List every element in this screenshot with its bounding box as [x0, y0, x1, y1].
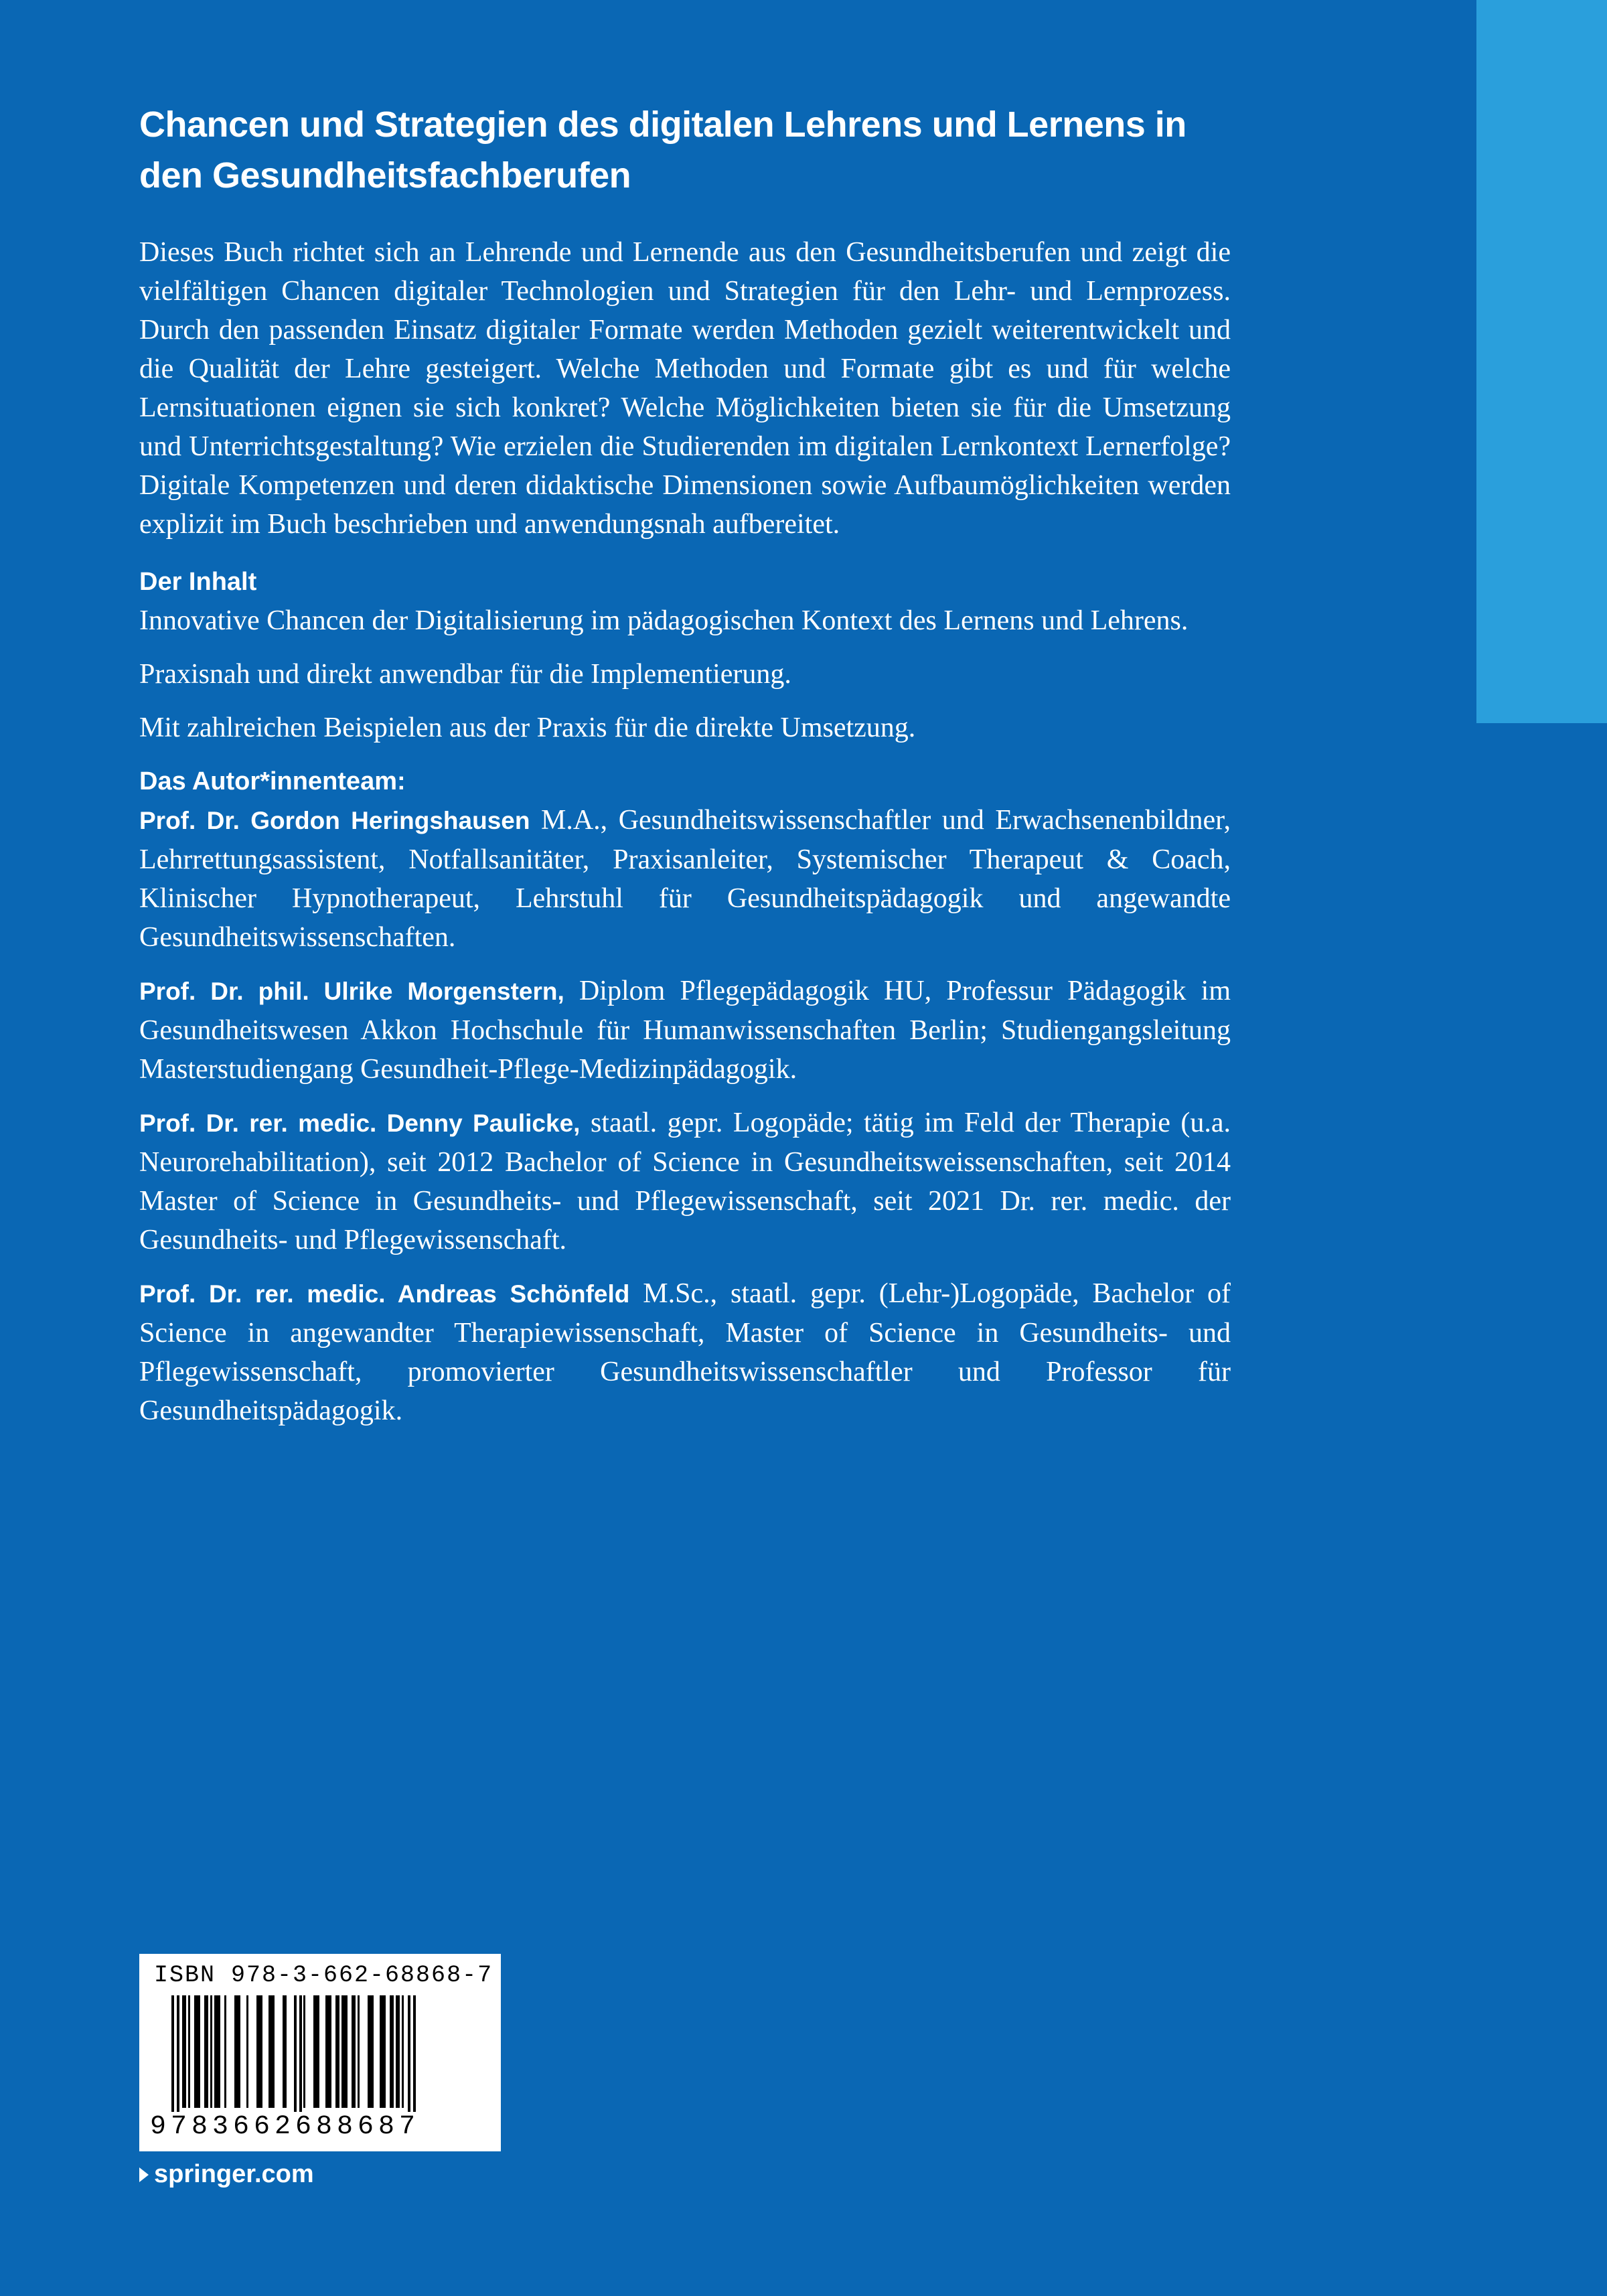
isbn-barcode [139, 1954, 501, 2151]
barcode-bar [303, 1995, 305, 2108]
author-bio-schoenfeld [139, 1274, 1231, 1430]
barcode-bar [177, 1995, 179, 2123]
author-name: Prof. Dr. rer. medic. Andreas Schönfeld [139, 1280, 630, 1308]
barcode-bar [171, 1995, 174, 2123]
barcode-bar [408, 1995, 410, 2123]
barcode-bar [352, 1995, 356, 2108]
isbn-text: ISBN 978-3-662-68868-7 [154, 1962, 493, 1989]
barcode-bar [390, 1995, 394, 2108]
barcode-bar [325, 1995, 331, 2108]
barcode-bar [313, 1995, 319, 2108]
barcode-bar [246, 1995, 248, 2108]
barcode-bar [269, 1995, 275, 2108]
author-description: M.Sc., staatl. gepr. (Lehr-)Logopäde, Bachelor of Science in angewandter Therapiewissenschaft, Master of Science in Gesundheits- und Pflegewissenschaft, promovierter Gesundheitswissenschaftler und Professor für Gesundheitspädagogik. [139, 1278, 1231, 1426]
barcode-bar [204, 1995, 208, 2108]
arrow-right-icon [139, 2167, 149, 2182]
barcode-bar [214, 1995, 220, 2108]
author-description: M.A., Gesundheitswissenschaftler und Erwachsenenbildner, Lehrrettungsassistent, Notfallsanitäter, Praxisanleiter, Systemischer Therapeut & Coach, Klinischer Hypnotherapeut, Lehrstuhl für Gesundheitspädagogik und angewandte Gesundheitswissenschaften. [139, 805, 1231, 953]
author-name: Prof. Dr. Gordon Heringshausen [139, 807, 530, 834]
author-name: Prof. Dr. phil. Ulrike Morgenstern, [139, 978, 564, 1005]
author-description: staatl. gepr. Logopäde; tätig im Feld der Therapie (u.a. Neurorehabilitation), seit 2012 Bachelor of Science in Gesundheitsweissenschaften, seit 2014 Master of Science in Gesundheits- und Pflegewissenschaft, seit 2021 Dr. rer. medic. der Gesundheits- und Pflegewissenschaft. [139, 1107, 1231, 1255]
publisher-link[interactable] [139, 2160, 314, 2189]
spine-color-band [1476, 0, 1607, 723]
barcode-bars [171, 1995, 466, 2123]
contents-item-3: Mit zahlreichen Beispielen aus der Praxis für die direkte Umsetzung. [139, 712, 916, 743]
authors-heading: Das Autor*innenteam: [139, 767, 406, 795]
author-bio-morgenstern [139, 972, 1231, 1089]
barcode-bar [234, 1995, 240, 2108]
barcode-bar [335, 1995, 339, 2108]
intro-paragraph: Dieses Buch richtet sich an Lehrende und Lernende aus den Gesundheitsberufen und zeigt die vielfältigen Chancen digitaler Technologien und Strategien für den Lehr- und Lernprozess. Durch den passenden Einsatz digitaler Formate werden Methoden gezielt weiterentwickelt und die Qualität der Lehre gesteigert. Welche Methoden und Formate gibt es und für welche Lernsituationen eignen sie sich konkret? Welche Möglichkeiten bieten sie für die Umsetzung und Unterrichtsgestaltung? Wie erzielen die Studierenden im digitalen Lernkontext Lernerfolge? Digitale Kompetenzen und deren didaktische Dimensionen sowie Aufbaumöglichkeiten werden explizit im Buch beschrieben und anwendungsnah aufbereitet. [139, 237, 1231, 540]
barcode-bar [368, 1995, 374, 2108]
barcode-bar [194, 1995, 200, 2108]
barcode-bar [380, 1995, 386, 2108]
barcode-bar [224, 1995, 226, 2108]
author-description: Diplom Pflegepädagogik HU, Professur Pädagogik im Gesundheitswesen Akkon Hochschule für Humanwissenschaften Berlin; Studiengangsleitung Masterstudiengang Gesundheit-Pflege-Medizinpädagogik. [139, 976, 1231, 1085]
barcode-bar [299, 1995, 302, 2123]
author-name: Prof. Dr. rer. medic. Denny Paulicke, [139, 1109, 581, 1137]
book-title: Chancen und Strategien des digitalen Lehrens und Lernens in den Gesundheitsfachberufen [139, 104, 1187, 196]
barcode-bar [341, 1995, 348, 2108]
barcode-bar [294, 1995, 297, 2123]
barcode-digits: 9783662688687 [150, 2112, 420, 2142]
author-bio-paulicke [139, 1103, 1231, 1259]
barcode-bar [396, 1995, 400, 2108]
barcode-bar [402, 1995, 404, 2108]
author-bio-heringshausen [139, 801, 1231, 957]
contents-item-1: Innovative Chancen der Digitalisierung im pädagogischen Kontext des Lernens und Lehrens. [139, 605, 1189, 636]
barcode-bar [358, 1995, 360, 2108]
barcode-bar [182, 1995, 186, 2108]
barcode-bar [210, 1995, 212, 2108]
contents-heading: Der Inhalt [139, 568, 257, 596]
barcode-bar [283, 1995, 287, 2108]
contents-item-2: Praxisnah und direkt anwendbar für die Implementierung. [139, 659, 791, 690]
barcode-bar [256, 1995, 262, 2108]
publisher-url: springer.com [154, 2160, 314, 2188]
back-cover-text [139, 99, 1231, 1430]
barcode-bar [413, 1995, 416, 2123]
barcode-bar [188, 1995, 190, 2108]
